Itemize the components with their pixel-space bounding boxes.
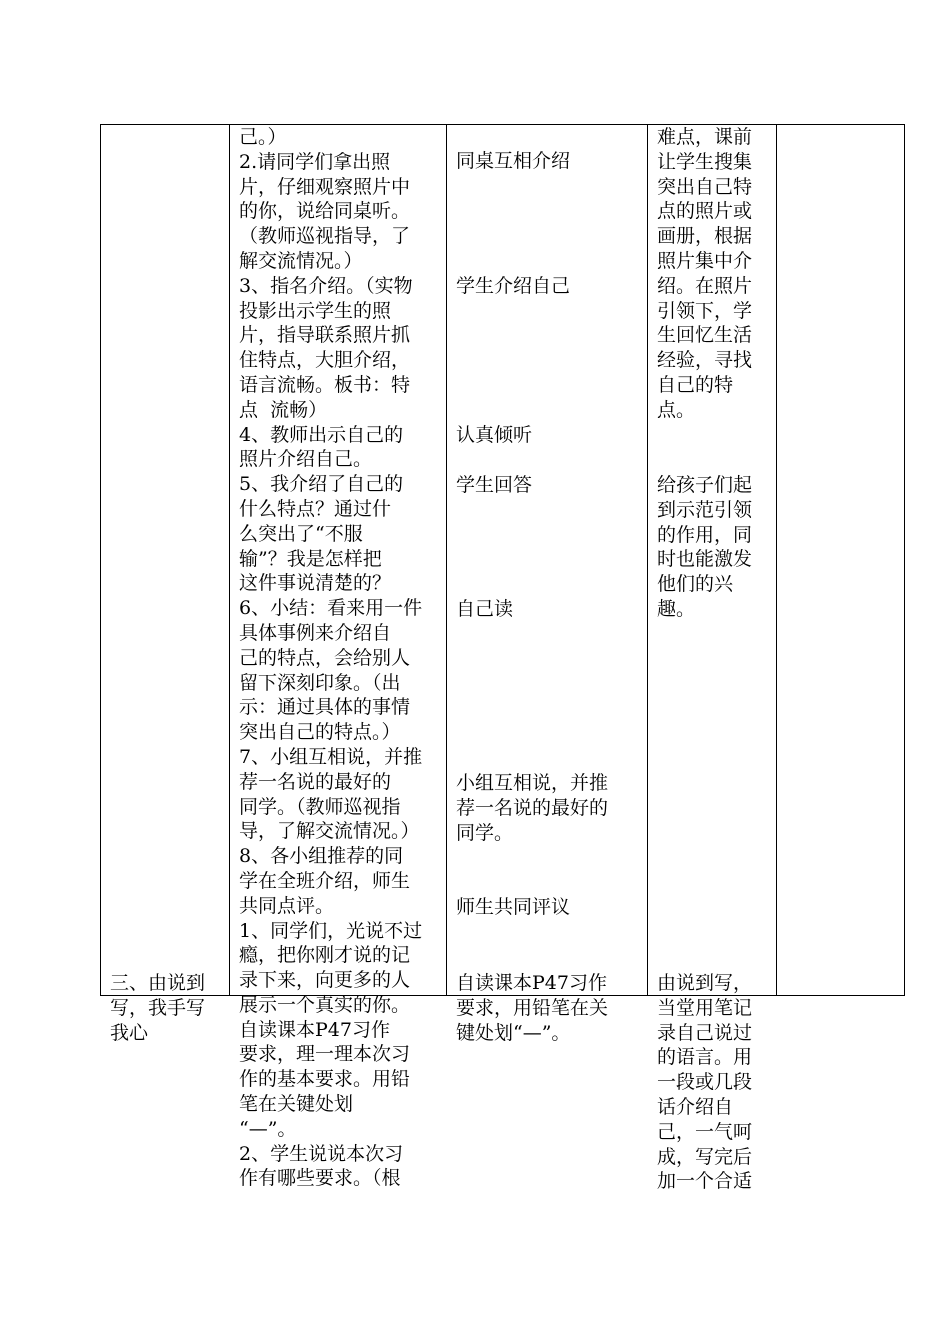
- design-intent-column: [657, 125, 774, 1193]
- student-activity-item: 学生回答: [456, 474, 533, 496]
- stage-title: 三、由说到 写，我手写 我心: [110, 972, 206, 1044]
- stage-column: [110, 125, 228, 1044]
- lesson-plan-table: [100, 124, 905, 1193]
- column-divider: [229, 125, 230, 995]
- student-activity-item: 同桌互相介绍: [456, 150, 571, 172]
- student-activity-item: 自读课本P47习作 要求，用铅笔在关 键处划“—”。: [456, 972, 609, 1044]
- design-intent: 给孩子们起 到示范引领 的作用，同 时也能激发 他们的兴 趣。: [657, 474, 753, 620]
- design-intent: 由说到写， 当堂用笔记 录自己说过 的语言。用 一段或几段 话介绍自 己，一气呵 成，写完后 加一个合适: [657, 972, 753, 1193]
- student-activity-item: 自己读: [456, 598, 514, 620]
- column-divider: [446, 125, 447, 995]
- student-activity-item: 小组互相说，并推 荐一名说的最好的 同学。: [456, 772, 609, 844]
- notes-column: [786, 125, 901, 995]
- column-divider: [647, 125, 648, 995]
- student-activity-item: 学生介绍自己: [456, 275, 571, 297]
- teacher-activity-column: [239, 125, 444, 1190]
- column-divider: [776, 125, 777, 995]
- design-intent: 难点，课前 让学生搜集 突出自己特 点的照片或 画册，根据 照片集中介 绍。在照片 引领下，学 生回忆生活 经验，寻找 自己的特 点。: [657, 126, 753, 421]
- student-activity-item: 师生共同评议: [456, 896, 571, 918]
- teacher-activity-text: 己。） 2.请同学们拿出照 片，仔细观察照片中 的你，说给同桌听。 （教师巡视指导，了 解交流情况。） 3、指名介绍。（实物 投影出示学生的照 片，指导联系照片抓 住特点，大胆介绍， 语言流畅。板书：特 点 流畅） 4、教师出示自己的 照片介绍自己。 5、我介绍了自己的 什么特点？通过什 么突出了“不服 输”？我是怎样把 这件事说清楚的？ 6、小结：看来用一件 具体事例来介绍自 己的特点，会给别人 留下深刻印象。（出 示：通过具体的事情 突出自己的特点。） 7、小组互相说，并推 荐一名说的最好的 同学。（教师巡视指 导，了解交流情况。） 8、各小组推荐的同 学在全班介绍，师生 共同点评。 1、同学们，光说不过 瘾，把你刚才说的记 录下来，向更多的人 展示一个真实的你。 自读课本P47习作 要求，理一理本次习 作的基本要求。用铅 笔在关键处划 “—”。 2、学生说说本次习 作有哪些要求。（根: [239, 126, 423, 1190]
- student-activity-column: [456, 125, 644, 1044]
- student-activity-item: 认真倾听: [456, 424, 533, 446]
